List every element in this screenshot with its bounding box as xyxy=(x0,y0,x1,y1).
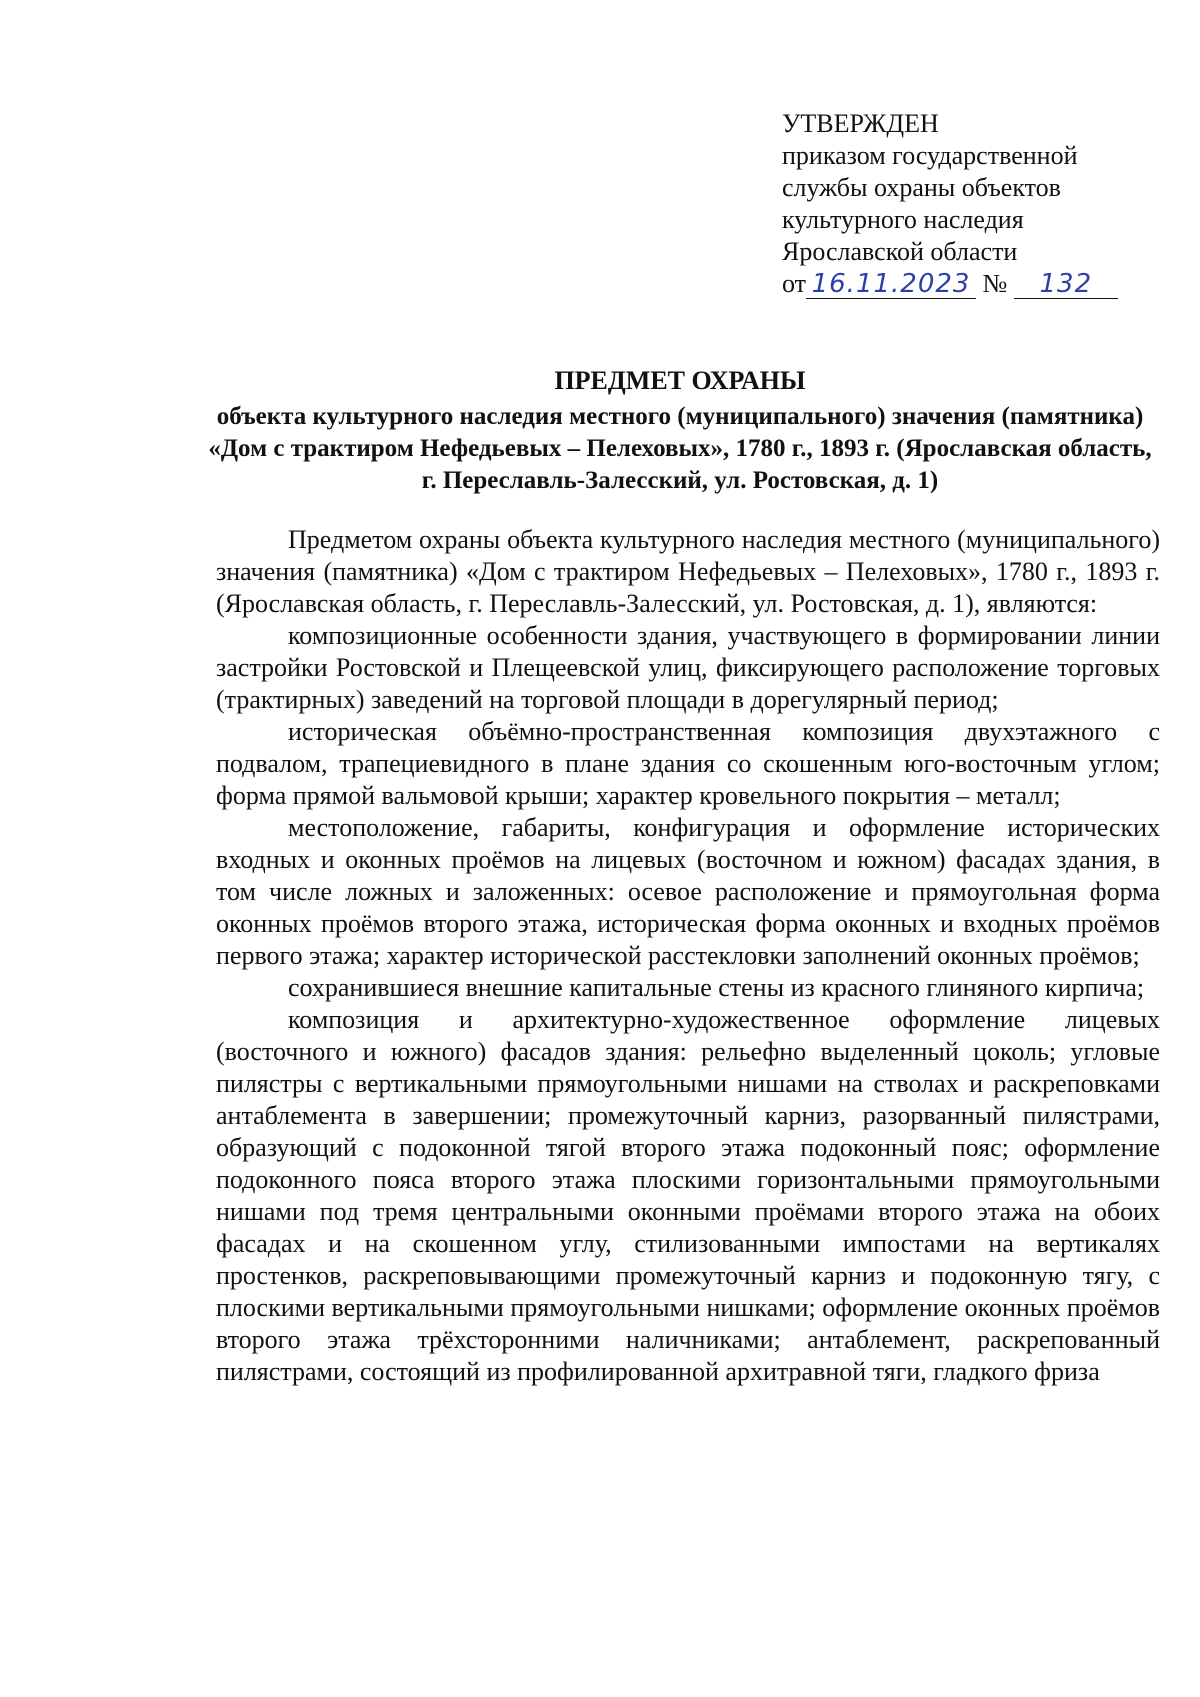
handwritten-date: 16.11.2023 xyxy=(811,269,971,299)
approval-date-line xyxy=(782,268,1142,300)
number-field xyxy=(1014,268,1118,299)
list-item: композиция и архитектурно-художественное оформление лицевых (восточного и южного) фасадов здания: рельефно выделенный цоколь; угловые пилястры с вертикальными прямоугольными нишами на стволах и раскреповками антаблемента в завершении; промежуточный карниз, разорванный пилястрами, образующий с подоконной тягой второго этажа подоконный пояс; оформление подоконного пояса второго этажа плоскими горизонтальными прямоугольными нишами под тремя центральными оконными проёмами второго этажа на обоих фасадах и на скошенном углу, стилизованными импостами на вертикалях простенков, раскреповывающими промежуточный карниз и подоконную тягу, с плоскими вертикальными прямоугольными нишками; оформление оконных проёмов второго этажа трёхсторонними наличниками; антаблемент, раскрепованный пилястрами, состоящий из профилированной архитравной тяги, гладкого фриза xyxy=(216,1005,1160,1386)
approval-heading: УТВЕРЖДЕН xyxy=(782,109,939,138)
intro-paragraph: Предметом охраны объекта культурного наследия местного (муниципального) значения (памятника) «Дом с трактиром Нефедьевых – Пелеховых», 1780 г., 1893 г. (Ярославская область, г. Переславль-Залесский, ул. Ростовская, д. 1), являются: xyxy=(216,525,1160,618)
title-main: ПРЕДМЕТ ОХРАНЫ xyxy=(554,366,806,395)
handwritten-number: 132 xyxy=(1039,269,1093,299)
date-field xyxy=(806,268,976,299)
approval-line: культурного наследия xyxy=(782,205,1024,234)
list-item: композиционные особенности здания, участвующего в формировании линии застройки Ростовской и Плещеевской улиц, фиксирующего расположение торговых (трактирных) заведений на торговой площади в дорегулярный период; xyxy=(216,621,1160,714)
document-body xyxy=(216,524,1160,1388)
approval-block xyxy=(782,108,1142,300)
document-title xyxy=(200,365,1160,497)
approval-line: Ярославской области xyxy=(782,237,1018,266)
list-item: местоположение, габариты, конфигурация и оформление исторических входных и оконных проёмов на лицевых (восточном и южном) фасадах здания, в том числе ложных и заложенных: осевое расположение и прямоугольная форма оконных проёмов второго этажа, историческая форма оконных и входных проёмов первого этажа; характер исторической расстекловки заполнений оконных проёмов; xyxy=(216,813,1160,970)
number-prefix: № xyxy=(982,269,1008,298)
date-prefix: от xyxy=(782,269,807,298)
approval-line: приказом государственной xyxy=(782,141,1078,170)
approval-line: службы охраны объектов xyxy=(782,173,1061,202)
title-sub: объекта культурного наследия местного (муниципального) значения (памятника) «Дом с трактиром Нефедьевых – Пелеховых», 1780 г., 1893 г. (Ярославская область, г. Переславль-Залесский, ул. Ростовская, д. 1) xyxy=(208,403,1152,494)
list-item: историческая объёмно-пространственная композиция двухэтажного с подвалом, трапециевидного в плане здания со скошенным юго-восточным углом; форма прямой вальмовой крыши; характер кровельного покрытия – металл; xyxy=(216,717,1160,810)
list-item: сохранившиеся внешние капитальные стены из красного глиняного кирпича; xyxy=(288,973,1145,1002)
